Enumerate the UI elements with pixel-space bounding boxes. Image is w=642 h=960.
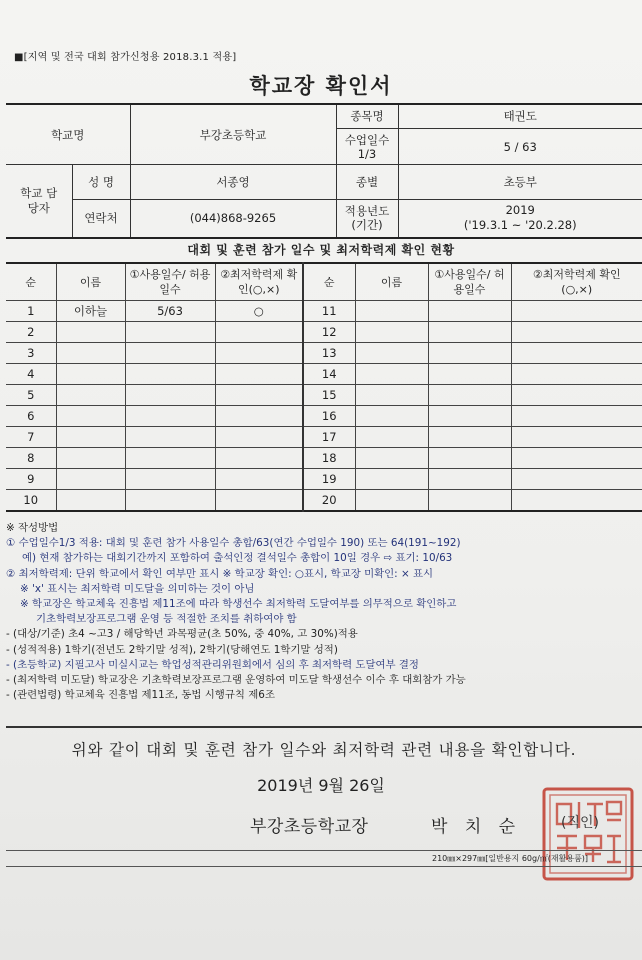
period-value: ('19.3.1 ~ '20.2.28) <box>463 218 577 233</box>
table-row <box>6 427 642 448</box>
row-name <box>56 385 125 406</box>
row-check <box>215 406 303 427</box>
row-name <box>355 343 428 364</box>
row-no: 6 <box>6 406 56 427</box>
row-check <box>215 448 303 469</box>
table-row <box>6 301 642 322</box>
row-name <box>56 490 125 512</box>
row-name <box>56 406 125 427</box>
category-value: 초등부 <box>398 165 642 200</box>
note-days-example: 예) 현재 참가하는 대회기간까지 포함하여 출석인정 결석일수 총합이 10일 경우 ⇨ 표기: 10/63 <box>22 552 453 565</box>
table-row <box>6 490 642 512</box>
row-days <box>125 343 215 364</box>
year-label: 적용년도 (기간) <box>336 199 398 238</box>
row-days <box>428 343 511 364</box>
note-principal-duty-cont: 기초학력보장프로그램 운영 등 적절한 조치를 취하여야 함 <box>36 613 297 626</box>
row-name <box>56 448 125 469</box>
signer-name: 박 치 순 <box>431 817 522 837</box>
row-days <box>125 469 215 490</box>
row-name <box>56 427 125 448</box>
row-no: 15 <box>303 385 355 406</box>
row-name <box>355 385 428 406</box>
detail-grades: - (성적적용) 1학기(전년도 2학기말 성적), 2학기(당해연도 1학기말 성적) <box>6 643 338 656</box>
row-no: 2 <box>6 322 56 343</box>
row-no: 17 <box>303 427 355 448</box>
row-check <box>511 343 642 364</box>
row-check <box>215 364 303 385</box>
row-name <box>56 343 125 364</box>
header-check: ②최저학력제 확인(○,×) <box>215 263 303 301</box>
row-days <box>125 322 215 343</box>
row-check <box>511 364 642 385</box>
confirm-statement: 위와 같이 대회 및 훈련 참가 일수와 최저학력 관련 내용을 확인합니다. <box>71 741 577 759</box>
row-check <box>215 490 303 512</box>
category-label: 종별 <box>336 165 398 200</box>
row-no: 10 <box>6 490 56 512</box>
row-days <box>125 364 215 385</box>
header-no: 순 <box>303 263 355 301</box>
official-seal-icon <box>541 786 635 882</box>
row-days: 5/63 <box>125 301 215 322</box>
row-no: 9 <box>6 469 56 490</box>
days-label: 수업일수 1/3 <box>336 128 398 165</box>
row-name <box>56 364 125 385</box>
row-check <box>215 385 303 406</box>
row-check <box>511 322 642 343</box>
row-check <box>511 448 642 469</box>
page-title: 학교장 확인서 <box>249 74 393 98</box>
row-no: 16 <box>303 406 355 427</box>
instructions <box>6 521 642 703</box>
event-label: 종목명 <box>336 104 398 128</box>
detail-law: - (관련법령) 학교체육 진흥법 제11조, 동법 시행규칙 제6조 <box>6 689 275 702</box>
row-check <box>511 301 642 322</box>
table-row <box>6 406 642 427</box>
row-days <box>428 469 511 490</box>
row-days <box>428 427 511 448</box>
table-row <box>6 469 642 490</box>
row-name <box>355 490 428 512</box>
note-principal-duty: ※ 학교장은 학교체육 진흥법 제11조에 따라 학생선수 최저학력 도달여부를 의무적으로 확인하고 <box>20 598 457 611</box>
detail-target: - (대상/기준) 초4 ~고3 / 해당학년 과목평균(초 50%, 중 40%, 고 30%)적용 <box>6 628 358 641</box>
name-value: 서종영 <box>130 165 336 200</box>
row-check: ○ <box>215 301 303 322</box>
row-days <box>125 448 215 469</box>
row-check <box>511 490 642 512</box>
divider <box>6 726 642 728</box>
divider <box>6 866 642 867</box>
signer-title: 부강초등학교장 <box>250 817 369 837</box>
instructions-heading: ※ 작성방법 <box>6 522 59 534</box>
event-value: 태권도 <box>398 104 642 128</box>
divider <box>6 850 642 851</box>
row-name: 이하늘 <box>56 301 125 322</box>
row-name <box>355 301 428 322</box>
row-no: 11 <box>303 301 355 322</box>
contact-label: 연락처 <box>72 199 130 238</box>
school-label: 학교명 <box>6 104 130 165</box>
note-x-meaning: ※ 'x' 표시는 최저학력 미도달을 의미하는 것이 아님 <box>20 582 255 595</box>
issue-date: 2019년 9월 26일 <box>257 776 385 795</box>
status-section-title: 대회 및 훈련 참가 일수 및 최저학력제 확인 현황 <box>187 243 455 257</box>
row-check <box>215 427 303 448</box>
row-no: 5 <box>6 385 56 406</box>
row-check <box>511 469 642 490</box>
row-days <box>125 406 215 427</box>
row-name <box>355 427 428 448</box>
row-name <box>355 364 428 385</box>
row-days <box>125 427 215 448</box>
row-check <box>511 385 642 406</box>
form-version-note: ■[지역 및 전국 대회 참가신청용 2018.3.1 적용] <box>14 52 237 63</box>
row-check <box>511 427 642 448</box>
header-check: ②최저학력제 확인(○,×) <box>511 263 642 301</box>
row-no: 14 <box>303 364 355 385</box>
staff-label: 학교 담당자 <box>6 165 72 238</box>
year-cell <box>398 199 642 238</box>
year-value: 2019 <box>505 203 535 218</box>
header-no: 순 <box>6 263 56 301</box>
row-no: 3 <box>6 343 56 364</box>
row-check <box>511 406 642 427</box>
row-no: 12 <box>303 322 355 343</box>
table-row <box>6 448 642 469</box>
row-name <box>355 448 428 469</box>
table-row <box>6 364 642 385</box>
seal-label: (직인) <box>561 815 599 831</box>
row-days <box>125 490 215 512</box>
school-value: 부강초등학교 <box>130 104 336 165</box>
row-no: 4 <box>6 364 56 385</box>
days-value: 5 / 63 <box>398 128 642 165</box>
row-no: 7 <box>6 427 56 448</box>
paper-spec: 210㎜×297㎜[일반용지 60g/㎡(재활용품)] <box>432 854 589 863</box>
row-days <box>428 385 511 406</box>
row-no: 8 <box>6 448 56 469</box>
header-name: 이름 <box>56 263 125 301</box>
row-days <box>428 322 511 343</box>
row-no: 13 <box>303 343 355 364</box>
table-row <box>6 385 642 406</box>
row-days <box>428 301 511 322</box>
row-name <box>56 322 125 343</box>
note-min-academic: ② 최저학력제: 단위 학교에서 확인 여부만 표시 ※ 학교장 확인: ○표시, 학교장 미확인: × 표시 <box>6 567 434 580</box>
row-check <box>215 343 303 364</box>
header-days: ①사용일수/ 허용일수 <box>125 263 215 301</box>
row-no: 1 <box>6 301 56 322</box>
name-label: 성 명 <box>72 165 130 200</box>
header-name: 이름 <box>355 263 428 301</box>
header-days: ①사용일수/ 허용일수 <box>428 263 511 301</box>
row-no: 20 <box>303 490 355 512</box>
row-no: 18 <box>303 448 355 469</box>
status-table <box>6 262 642 512</box>
note-days-rule: ① 수업일수1/3 적용: 대회 및 훈련 참가 사용일수 총합/63(연간 수업일수 190) 또는 64(191~192) <box>6 537 461 550</box>
row-name <box>56 469 125 490</box>
table-row <box>6 343 642 364</box>
contact-value: (044)868-9265 <box>130 199 336 238</box>
row-check <box>215 469 303 490</box>
row-days <box>428 364 511 385</box>
row-days <box>428 406 511 427</box>
row-check <box>215 322 303 343</box>
detail-elementary: - (초등학교) 지필고사 미실시교는 학업성적관리위원회에서 심의 후 최저학력 도달여부 결정 <box>6 658 419 671</box>
detail-not-met: - (최저학력 미도달) 학교장은 기초학력보장프로그램 운영하여 미도달 학생선수 이수 후 대회참가 가능 <box>6 674 466 687</box>
table-row <box>6 322 642 343</box>
row-no: 19 <box>303 469 355 490</box>
row-days <box>428 448 511 469</box>
row-days <box>428 490 511 512</box>
row-name <box>355 469 428 490</box>
row-days <box>125 385 215 406</box>
school-info-table <box>6 103 642 239</box>
row-name <box>355 322 428 343</box>
row-name <box>355 406 428 427</box>
